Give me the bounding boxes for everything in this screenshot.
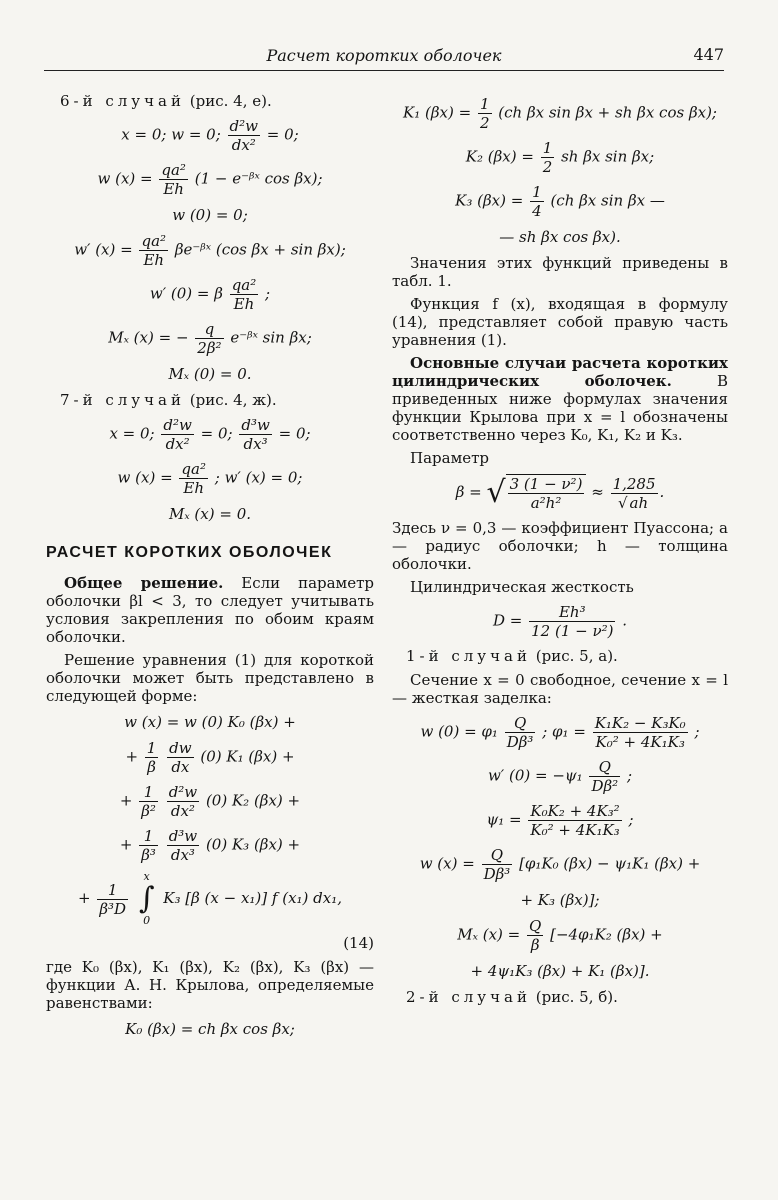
- right-column: [392, 88, 728, 1012]
- eq-k2: K₂ (βx) = $\frac{1}{2}$ sh βx sin βx;: [465, 139, 655, 176]
- eq-slope-6: w′ (x) = $\frac{\text{qa²}}{Eh}$ βe⁻ᵝˣ (cos βx + sin βx);: [74, 232, 346, 269]
- eq-moment-7: Mₓ (x) = 0.: [168, 505, 252, 523]
- integral-sign: x ∫ 0: [138, 870, 155, 927]
- function-f-paragraph: Функция f (x), входящая в формулу (14), представляет собой правую часть уравнения (1).: [392, 295, 728, 349]
- eq-moment0-6: Mₓ (0) = 0.: [168, 365, 252, 383]
- eq-w0-6: w (0) = 0;: [172, 206, 248, 224]
- parameter-label: Параметр: [410, 449, 490, 467]
- case-6-ref: (рис. 4, е).: [189, 92, 272, 110]
- stiffness-label: Цилиндрическая жесткость: [410, 578, 634, 596]
- eq-beta: β = √ $\frac{\text{3 (1 − ν²)}}{\text{a²h²}}$ ≈ $\frac{1,285}{√ ah}$ .: [455, 474, 665, 512]
- eq-14-line-4: + $\frac{1}{\text{β³}}$ $\frac{\text{d³w}}{\text{dx³}}$ (0) K₃ (βx) +: [119, 827, 301, 864]
- table-ref-paragraph: Значения этих функций приведены в табл. 1.: [392, 254, 728, 290]
- case-1-title: 1-й случай: [406, 647, 531, 665]
- case-2-heading: [406, 988, 728, 1006]
- running-title: Расчет коротких оболочек: [266, 46, 502, 65]
- case-7-title: 7-й случай: [60, 391, 185, 409]
- eq-k3: K₃ (βx) = $\frac{1}{4}$ (ch βx sin βx —: [455, 183, 665, 220]
- eq-14-line-1: w (x) = w (0) K₀ (βx) +: [124, 713, 296, 731]
- eq-boundary-7: x = 0; $\frac{\text{d²w}}{\text{dx²}}$ = 0; $\frac{\text{d³w}}{\text{dx³}}$ = 0;: [109, 416, 311, 453]
- case-6-heading: [60, 92, 374, 110]
- eq-r1: w (0) = φ₁ $\frac{Q}{\text{Dβ³}}$ ; φ₁ = $\frac{\text{K₁K₂ − K₃K₀}}{\text{K₀² + 4K₁K₃}}$ ;: [420, 714, 700, 751]
- page-number: 447: [693, 45, 724, 64]
- case-1-heading: [406, 647, 728, 665]
- eq-r5: Mₓ (x) = $\frac{Q}{\beta}$ [−4φ₁K₂ (βx) +: [457, 917, 663, 954]
- eq-14-line-5: + $\frac{1}{\text{β³D}}$ x ∫ 0 K₃ [β (x − x₁)] f (x₁) dx₁,: [77, 870, 343, 927]
- section-heading: РАСЧЕТ КОРОТКИХ ОБОЛОЧЕК: [46, 544, 333, 561]
- page-header: [44, 36, 724, 71]
- eq-14-line-2: + $\frac{1}{\beta}$ $\frac{dw}{dx}$ (0) K₁ (βx) +: [125, 739, 295, 776]
- eq-slope0-6: w′ (0) = β $\frac{\text{qa²}}{Eh}$ ;: [149, 276, 271, 313]
- eq-r4-continued: + K₃ (βx)];: [520, 891, 600, 909]
- solution-form-paragraph: Решение уравнения (1) для короткой оболочки может быть представлено в следующей форме:: [46, 651, 374, 705]
- case-1-ref: (рис. 5, а).: [535, 647, 618, 665]
- general-solution-paragraph: Общее решение. Если параметр оболочки βl < 3, то следует учитывать условия закрепления по обоим краям оболочки.: [46, 574, 374, 646]
- krylov-functions-paragraph: где K₀ (βx), K₁ (βx), K₂ (βx), K₃ (βx) — функции А. Н. Крылова, определяемые равенствами:: [46, 958, 374, 1012]
- case-7-heading: [60, 391, 374, 409]
- case-2-title: 2-й случай: [406, 988, 531, 1006]
- eq-boundary-6: x = 0; w = 0; $\frac{\text{d²w}}{\text{dx²}}$ = 0;: [121, 117, 299, 154]
- eq-deflection-7: w (x) = $\frac{\text{qa²}}{Eh}$ ; w′ (x) = 0;: [117, 460, 303, 497]
- case-7-ref: (рис. 4, ж).: [189, 391, 277, 409]
- eq-k3-continued: — sh βx cos βx).: [499, 228, 621, 246]
- eq-14-line-3: + $\frac{1}{\text{β²}}$ $\frac{\text{d²w}}{\text{dx²}}$ (0) K₂ (βx) +: [119, 783, 301, 820]
- eq-r2: w′ (0) = −ψ₁ $\frac{Q}{\text{Dβ²}}$ ;: [487, 758, 633, 795]
- case-2-ref: (рис. 5, б).: [535, 988, 618, 1006]
- eq-k1: K₁ (βx) = $\frac{1}{2}$ (ch βx sin βx + sh βx cos βx);: [403, 95, 717, 132]
- section-condition-paragraph: Сечение x = 0 свободное, сечение x = l — жесткая заделка:: [392, 671, 728, 707]
- case-6-title: 6-й случай: [60, 92, 185, 110]
- eq-k0: K₀ (βx) = ch βx cos βx;: [125, 1020, 295, 1038]
- basic-cases-paragraph: Основные случаи расчета коротких цилиндрических оболочек. В приведенных ниже формулах значения функции Крылова при x = l обозначены соответственно через K₀, K₁, K₂ и K₃.: [392, 354, 728, 444]
- equation-number: (14): [343, 934, 374, 952]
- eq-stiffness: D = $\frac{\text{Eh³}}{\text{12 (1 − ν²)}}$ .: [492, 603, 628, 640]
- eq-moment-6: Mₓ (x) = − $\frac{q}{\text{2β²}}$ e⁻ᵝˣ sin βx;: [108, 320, 312, 357]
- eq-r5-continued: + 4ψ₁K₃ (βx) + K₁ (βx)].: [470, 962, 650, 980]
- poisson-paragraph: Здесь ν = 0,3 — коэффициент Пуассона; a — радиус оболочки; h — толщина оболочки.: [392, 519, 728, 573]
- eq-deflection-6: w (x) = $\frac{\text{qa²}}{Eh}$ (1 − e⁻ᵝˣ cos βx);: [97, 161, 323, 198]
- eq-r4: w (x) = $\frac{Q}{\text{Dβ³}}$ [φ₁K₀ (βx) − ψ₁K₁ (βx) +: [419, 846, 701, 883]
- left-column: [46, 88, 374, 1046]
- eq-r3: ψ₁ = $\frac{\text{K₀K₂ + 4K₃²}}{\text{K₀² + 4K₁K₃}}$ ;: [486, 802, 634, 839]
